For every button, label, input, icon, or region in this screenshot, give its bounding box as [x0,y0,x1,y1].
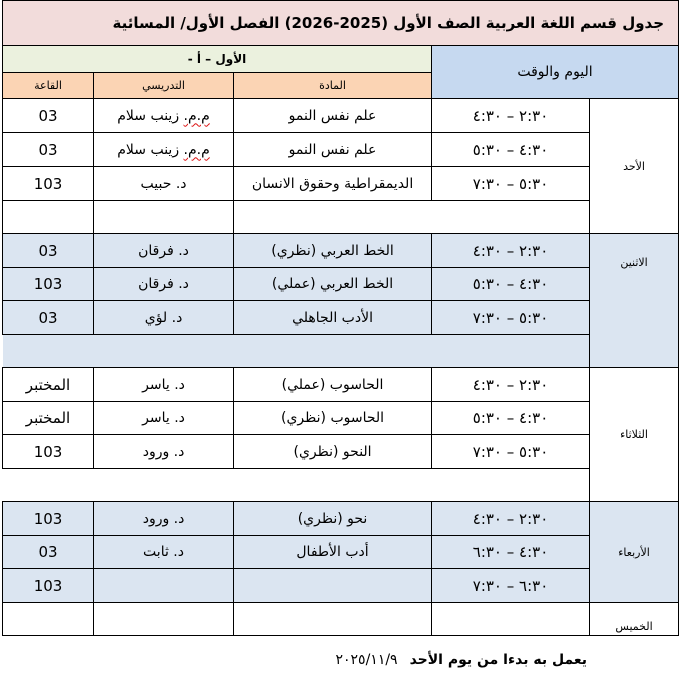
subject-cell: نحو (نظري) [234,502,432,536]
time-cell: ٥:٣٠ – ٧:٣٠ [432,435,590,469]
instructor-cell [94,133,234,167]
time-cell: ٥:٣٠ – ٧:٣٠ [432,167,590,201]
time-cell [432,335,590,368]
subject-cell: النحو (نظري) [234,435,432,469]
room-cell: 03 [3,234,94,268]
time-cell: ٤:٣٠ – ٥:٣٠ [432,402,590,435]
instructor-cell: د. ياسر [94,368,234,402]
table-row [3,368,679,402]
subject-cell: علم نفس النمو [234,133,432,167]
subject-cell: علم نفس النمو [234,99,432,133]
table-row [3,201,679,234]
table-row [3,469,679,502]
room-cell: 03 [3,99,94,133]
subject-cell: الخط العربي (عملي) [234,268,432,301]
table-row [3,402,679,435]
instructor-cell [94,99,234,133]
time-cell [432,201,590,234]
table-row [3,301,679,335]
table-row [3,603,679,636]
time-cell: ٢:٣٠ – ٤:٣٠ [432,502,590,536]
header-group: الأول – أ - [3,46,432,73]
instructor-cell: د. ورود [94,435,234,469]
day-tuesday: الثلاثاء [590,368,679,502]
day-sunday: الأحد [590,99,679,234]
instructor-cell: د. ورود [94,502,234,536]
table-row [3,502,679,536]
room-cell: 03 [3,133,94,167]
subject-cell: أدب الأطفال [234,536,432,569]
time-cell: ٢:٣٠ – ٤:٣٠ [432,368,590,402]
room-cell: المختبر [3,368,94,402]
day-thursday: الخميس [590,603,679,636]
time-cell [432,469,590,502]
instructor-cell: د. فرقان [94,268,234,301]
time-cell: ٤:٣٠ – ٦:٣٠ [432,536,590,569]
room-cell [3,201,94,234]
table-row [3,234,679,268]
schedule-table [2,0,679,636]
page-title: جدول قسم اللغة العربية الصف الأول (2025-2026) الفصل الأول/ المسائية [3,1,679,46]
room-cell [3,335,94,368]
subject-cell: الديمقراطية وحقوق الانسان [234,167,432,201]
table-row [3,133,679,167]
subject-cell: الخط العربي (نظري) [234,234,432,268]
instructor-prefix: م.م. [183,107,210,124]
header-instructor: التدريسي [94,73,234,99]
time-cell: ٤:٣٠ – ٥:٣٠ [432,133,590,167]
instructor-cell [94,335,234,368]
room-cell [3,603,94,636]
table-row [3,569,679,603]
day-monday: الاثنين [590,234,679,368]
instructor-cell: د. فرقان [94,234,234,268]
time-cell: ٢:٣٠ – ٤:٣٠ [432,234,590,268]
instructor-prefix: م.م. [183,141,210,158]
instructor-name: زينب سلام [117,141,180,158]
room-cell: 103 [3,435,94,469]
table-row [3,268,679,301]
time-cell: ٦:٣٠ – ٧:٣٠ [432,569,590,603]
table-row [3,335,679,368]
footer-date: ٢٠٢٥/١١/٩ [335,652,398,668]
header-subject: المادة [234,73,432,99]
instructor-cell [94,569,234,603]
table-row [3,99,679,133]
subject-cell: الأدب الجاهلي [234,301,432,335]
room-cell: 103 [3,502,94,536]
instructor-cell [94,603,234,636]
header-day-time: اليوم والوقت [432,46,679,99]
instructor-cell [94,201,234,234]
room-cell [3,469,94,502]
room-cell: 03 [3,301,94,335]
subject-cell [234,569,432,603]
header-room: القاعة [3,73,94,99]
subject-cell [234,201,432,234]
subject-cell [234,469,432,502]
subject-cell [234,335,432,368]
instructor-cell: د. ياسر [94,402,234,435]
instructor-name: زينب سلام [117,107,180,124]
time-cell: ٥:٣٠ – ٧:٣٠ [432,301,590,335]
instructor-cell: د. ثابت [94,536,234,569]
day-wednesday: الأربعاء [590,502,679,603]
table-row [3,536,679,569]
room-cell: 103 [3,167,94,201]
instructor-cell: د. حبيب [94,167,234,201]
subject-cell [234,603,432,636]
footer-note-text: يعمل به بدءا من يوم الأحد [409,652,587,668]
time-cell: ٤:٣٠ – ٥:٣٠ [432,268,590,301]
instructor-cell: د. لؤي [94,301,234,335]
time-cell: ٢:٣٠ – ٤:٣٠ [432,99,590,133]
table-row [3,435,679,469]
room-cell: المختبر [3,402,94,435]
room-cell: 103 [3,268,94,301]
subject-cell: الحاسوب (نظري) [234,402,432,435]
subject-cell: الحاسوب (عملي) [234,368,432,402]
table-row [3,167,679,201]
room-cell: 103 [3,569,94,603]
time-cell [432,603,590,636]
footer-note [336,652,588,668]
instructor-cell [94,469,234,502]
room-cell: 03 [3,536,94,569]
